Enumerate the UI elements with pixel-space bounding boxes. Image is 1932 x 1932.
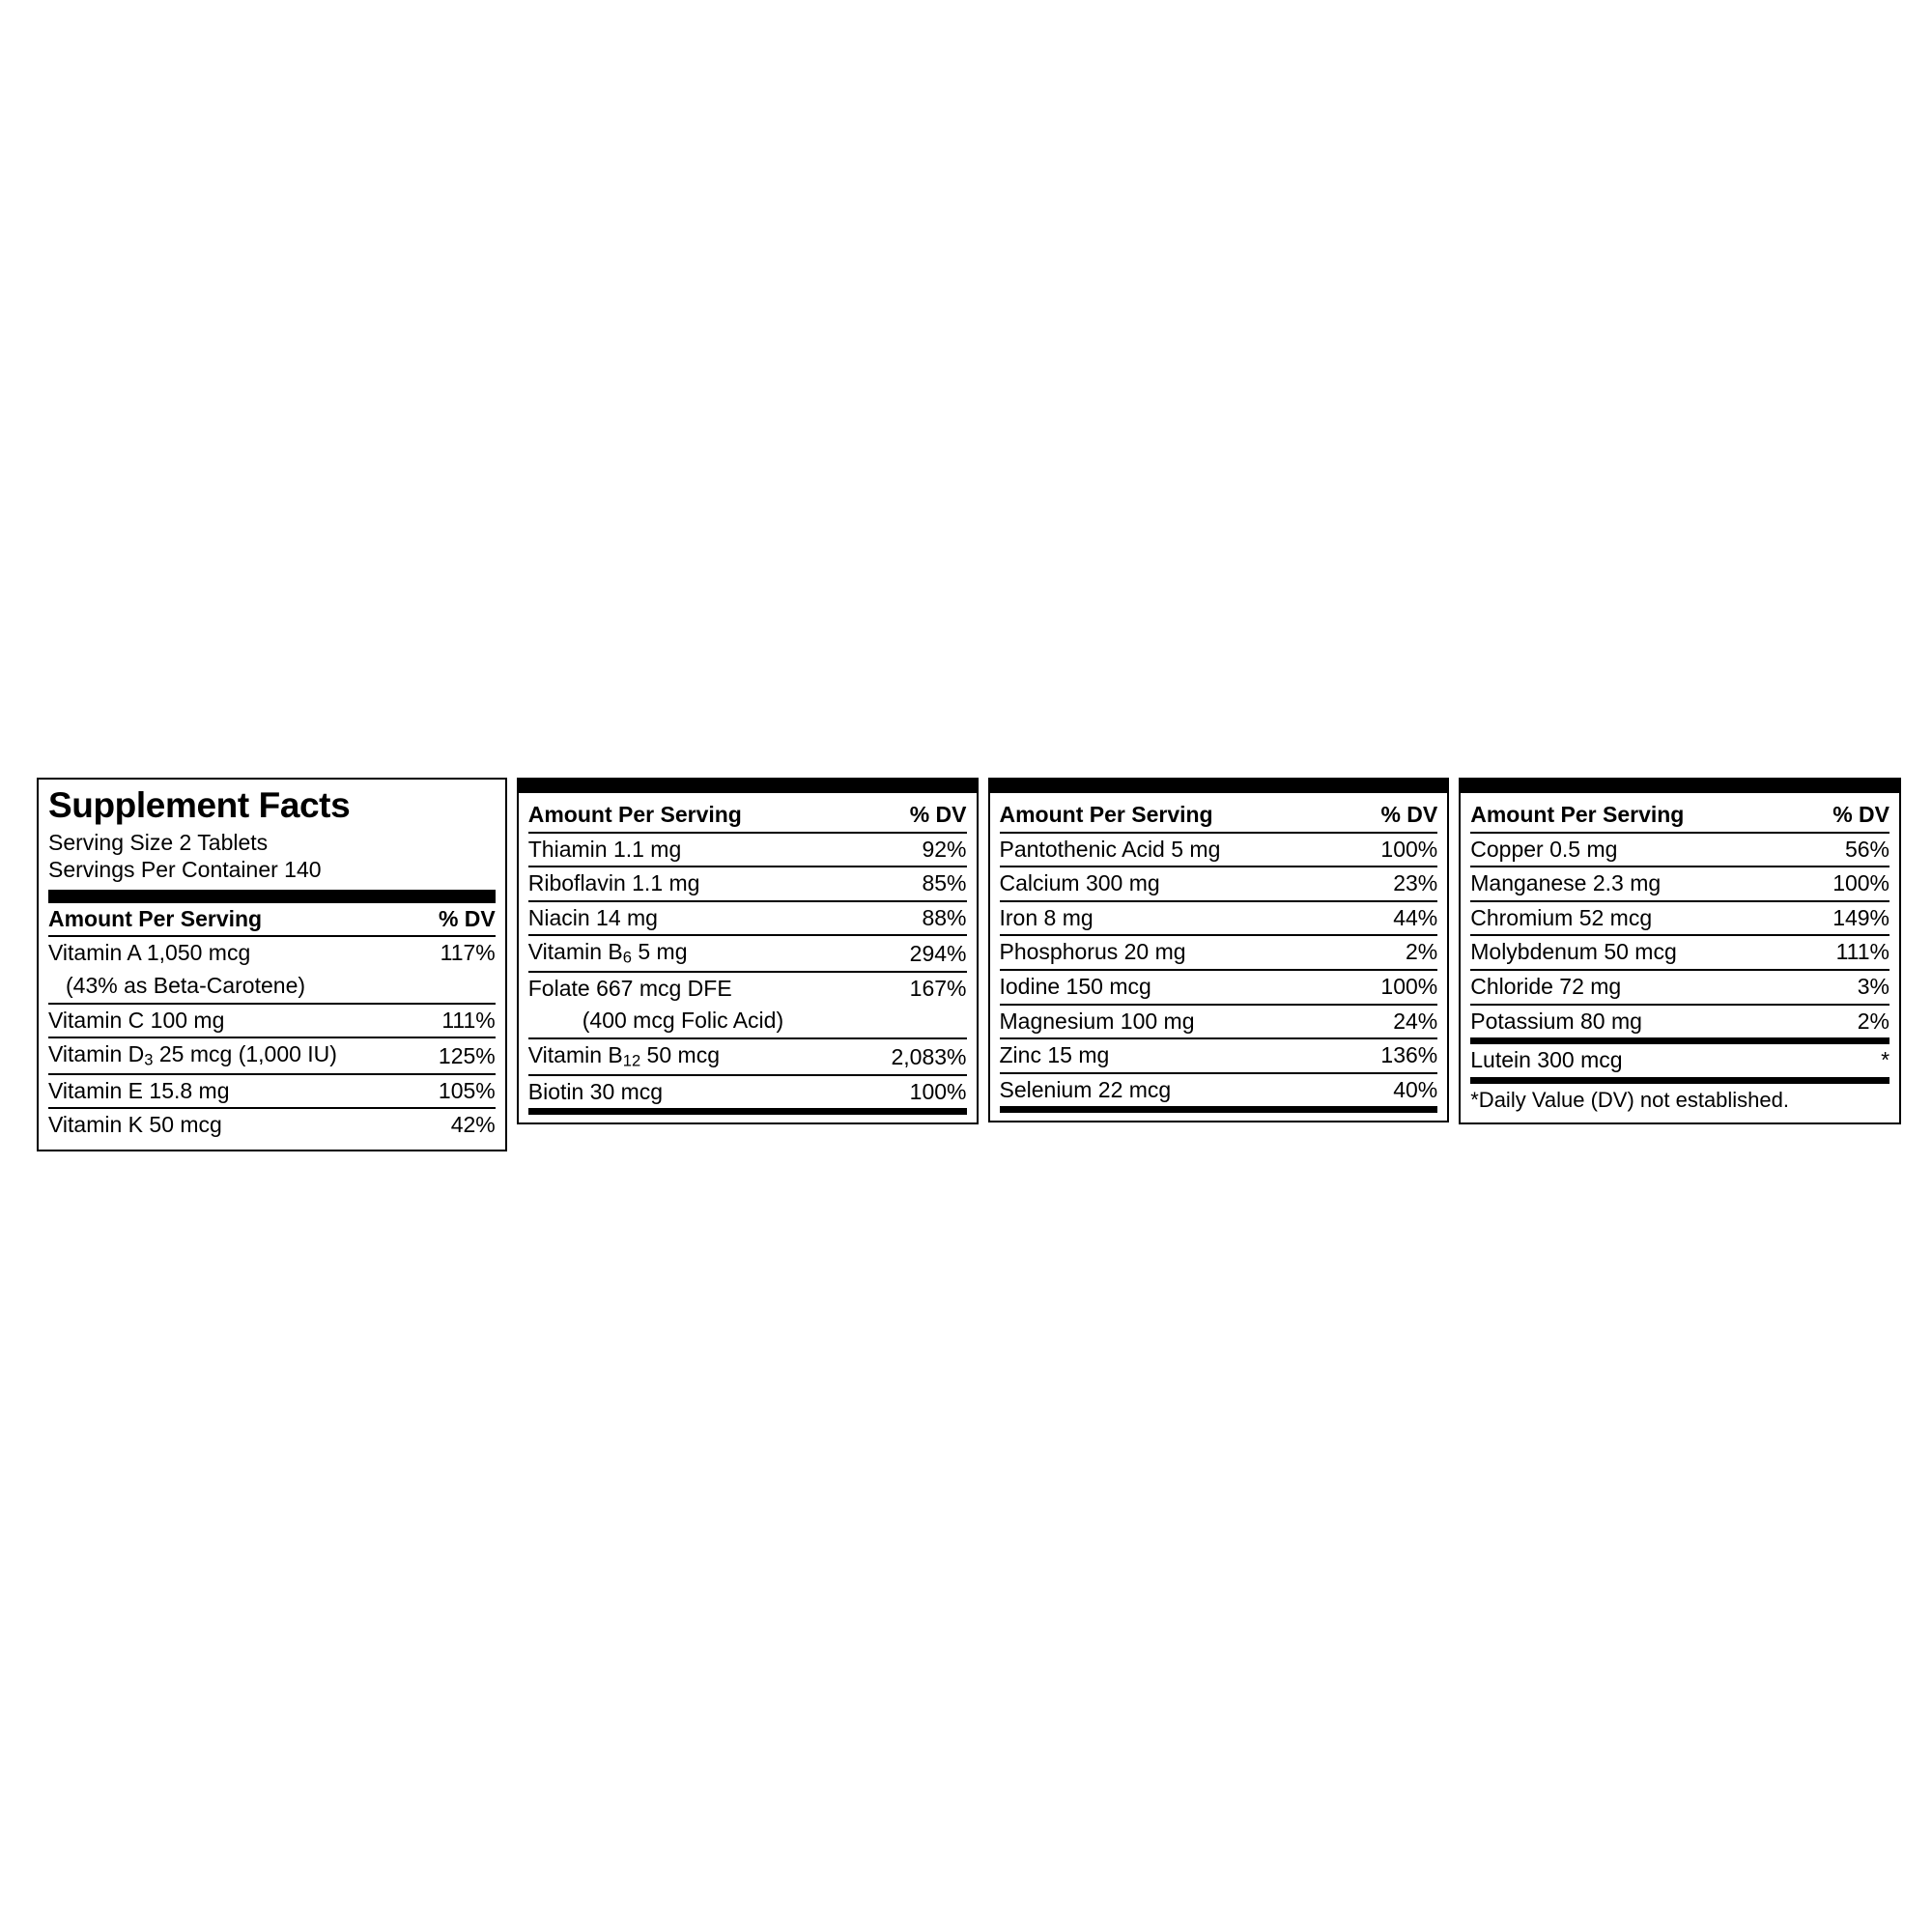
table-row: [1000, 935, 1438, 970]
nutrient-name: Potassium 80 mg: [1470, 1008, 1642, 1034]
table-row: [1470, 1044, 1889, 1077]
table-row: [1470, 935, 1889, 970]
nutrient-table-4: [1470, 799, 1889, 1037]
table-row: [1470, 833, 1889, 867]
table-row: [48, 1037, 496, 1074]
nutrient-dv: 100%: [1336, 833, 1437, 867]
table-row: [1000, 833, 1438, 867]
column-header-dv: % DV: [1336, 799, 1437, 833]
table-row: [48, 936, 496, 970]
nutrient-dv: 111%: [1790, 935, 1889, 970]
table-header-row: [1000, 799, 1438, 833]
divider-thick: [1461, 780, 1899, 793]
nutrient-name: Copper 0.5 mg: [1470, 833, 1790, 867]
nutrient-name: Selenium 22 mcg: [999, 1076, 1172, 1102]
table-row: [48, 1108, 496, 1142]
nutrient-name: Calcium 300 mg: [1000, 867, 1337, 901]
nutrient-table-1: [48, 903, 496, 1142]
table-row: [48, 970, 496, 1004]
table-row: [528, 867, 967, 901]
nutrient-dv: 56%: [1790, 833, 1889, 867]
table-row: [48, 1074, 496, 1109]
divider-thick: [519, 780, 977, 793]
nutrient-dv: 100%: [1790, 867, 1889, 901]
table-header-row: [48, 903, 496, 937]
nutrient-dv: 23%: [1336, 867, 1437, 901]
nutrient-name: Iodine 150 mcg: [1000, 970, 1337, 1005]
table-header-row: [528, 799, 967, 833]
nutrient-dv: 3%: [1790, 970, 1889, 1005]
nutrient-name: Niacin 14 mg: [528, 901, 857, 936]
nutrient-dv: 88%: [857, 901, 966, 936]
nutrient-dv: 2,083%: [857, 1038, 966, 1075]
page-title: Supplement Facts: [48, 785, 351, 825]
nutrient-name: Lutein 300 mcg: [1470, 1047, 1623, 1073]
divider-thick: [990, 780, 1448, 793]
nutrient-name: Manganese 2.3 mg: [1470, 867, 1790, 901]
nutrient-dv: [412, 970, 496, 1004]
nutrient-dv: 125%: [412, 1037, 496, 1074]
footnote-daily-value: *Daily Value (DV) not established.: [1470, 1087, 1790, 1112]
servings-per-container: Servings Per Container 140: [48, 857, 322, 883]
nutrient-name: Vitamin E 15.8 mg: [48, 1074, 412, 1109]
column-header-dv: % DV: [412, 903, 496, 937]
nutrient-dv: 92%: [857, 833, 966, 867]
nutrient-name: Chromium 52 mcg: [1470, 901, 1790, 936]
supplement-facts-panels: [37, 778, 1901, 1151]
nutrient-dv: 100%: [909, 1078, 967, 1104]
column-header-amount: Amount Per Serving: [528, 799, 857, 833]
table-row: [1000, 901, 1438, 936]
nutrient-dv: 44%: [1336, 901, 1437, 936]
column-header-amount: Amount Per Serving: [1000, 799, 1337, 833]
nutrient-name: Riboflavin 1.1 mg: [528, 867, 857, 901]
table-row: [1000, 1005, 1438, 1039]
nutrient-table-3: [1000, 799, 1438, 1106]
table-row: [1000, 1073, 1438, 1107]
table-row: [1470, 867, 1889, 901]
nutrient-dv: 105%: [412, 1074, 496, 1109]
nutrient-name: Vitamin $D_3$ 25 mcg (1,000 IU): [48, 1037, 412, 1074]
nutrient-name: Magnesium 100 mg: [1000, 1005, 1337, 1039]
nutrient-dv: 136%: [1336, 1038, 1437, 1073]
table-row: [528, 1005, 967, 1038]
table-row: [1000, 970, 1438, 1005]
column-header-amount: Amount Per Serving: [48, 903, 412, 937]
nutrient-name: Vitamin C 100 mg: [48, 1004, 412, 1038]
table-header-row: [1470, 799, 1889, 833]
table-row: [1470, 970, 1889, 1005]
nutrient-name: (400 mcg Folic Acid): [528, 1005, 857, 1038]
table-row: [1000, 1038, 1438, 1073]
nutrient-dv: 149%: [1790, 901, 1889, 936]
nutrient-table-4-extra: [1470, 1044, 1889, 1077]
nutrient-name: Pantothenic Acid 5 mg: [1000, 833, 1337, 867]
divider-footnote: [1470, 1077, 1889, 1084]
nutrient-name: Iron 8 mg: [1000, 901, 1337, 936]
divider-mid: [1470, 1037, 1889, 1044]
nutrient-dv: 167%: [909, 975, 967, 1001]
supplement-facts-panel-2: [517, 778, 979, 1124]
table-row: [528, 1038, 967, 1075]
table-row: [528, 1075, 967, 1109]
nutrient-dv: 2%: [1336, 935, 1437, 970]
table-row: [1470, 901, 1889, 936]
nutrient-dv: 111%: [412, 1004, 496, 1038]
nutrient-name: Vitamin $B_6$ 5 mg: [528, 935, 857, 972]
nutrient-name: (43% as Beta-Carotene): [48, 970, 412, 1004]
table-row: [528, 901, 967, 936]
divider-bottom: [528, 1108, 967, 1115]
table-row: [1000, 867, 1438, 901]
table-row: [48, 1004, 496, 1038]
nutrient-dv: [857, 1005, 966, 1038]
column-header-dv: % DV: [857, 799, 966, 833]
column-header-amount: Amount Per Serving: [1470, 799, 1790, 833]
nutrient-name: Molybdenum 50 mcg: [1470, 935, 1790, 970]
nutrient-dv: 2%: [1857, 1008, 1890, 1034]
nutrient-name: Vitamin $B_{12}$ 50 mcg: [528, 1038, 857, 1075]
table-row: [528, 935, 967, 972]
column-header-dv: % DV: [1790, 799, 1889, 833]
table-row: [1470, 1005, 1889, 1038]
nutrient-dv: 42%: [450, 1112, 496, 1138]
supplement-facts-panel-4: [1459, 778, 1901, 1124]
nutrient-dv: *: [1881, 1047, 1890, 1073]
nutrient-name: Thiamin 1.1 mg: [528, 833, 857, 867]
supplement-facts-panel-1: [37, 778, 507, 1151]
table-row: [528, 833, 967, 867]
divider-bottom: [1000, 1106, 1438, 1113]
nutrient-name: Vitamin A 1,050 mcg: [48, 940, 251, 966]
nutrient-dv: 100%: [1336, 970, 1437, 1005]
nutrient-dv: 40%: [1393, 1076, 1438, 1102]
divider-thick: [48, 890, 496, 903]
nutrient-table-2: [528, 799, 967, 1108]
nutrient-name: Folate 667 mcg DFE: [527, 975, 732, 1001]
table-row: [528, 972, 967, 1006]
serving-size: Serving Size 2 Tablets: [48, 829, 269, 855]
nutrient-name: Vitamin K 50 mcg: [48, 1112, 222, 1138]
nutrient-dv: 294%: [857, 935, 966, 972]
nutrient-dv: 117%: [440, 940, 496, 966]
nutrient-name: Zinc 15 mg: [1000, 1038, 1337, 1073]
supplement-facts-panel-3: [988, 778, 1450, 1122]
nutrient-name: Chloride 72 mg: [1470, 970, 1790, 1005]
nutrient-name: Biotin 30 mcg: [527, 1078, 664, 1104]
nutrient-dv: 24%: [1336, 1005, 1437, 1039]
nutrient-name: Phosphorus 20 mg: [1000, 935, 1337, 970]
nutrient-dv: 85%: [857, 867, 966, 901]
